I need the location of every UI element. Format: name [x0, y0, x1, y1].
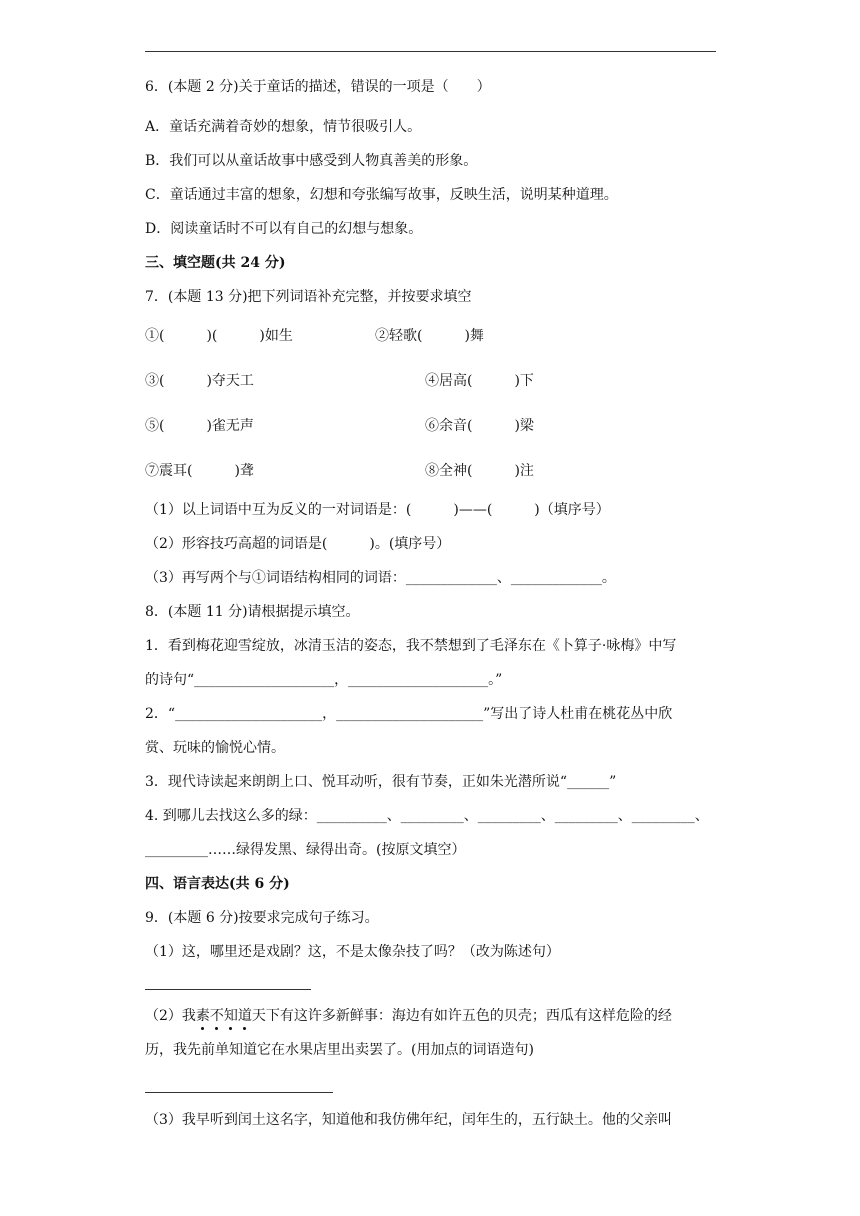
q6-stem: 6．(本题 2 分)关于童话的描述，错误的一项是（ ） [145, 79, 491, 95]
q8-line-4b: _________……绿得发黑、绿得出奇。(按原文填空） [145, 842, 466, 858]
emphasis-words [196, 1008, 252, 1024]
q6-option-c: C．童话通过丰富的想象，幻想和夸张编写故事，反映生活，说明某种道理。 [145, 187, 618, 203]
section-4-title: 四、语言表达(共 6 分) [145, 876, 290, 892]
q9-sub-2-prefix: （2）我 [145, 1008, 196, 1024]
q7-item-2: ②轻歌( )舞 [375, 328, 484, 344]
q7-item-6: ⑥余音( )梁 [425, 418, 534, 434]
section-3-title: 三、填空题(共 24 分) [145, 255, 286, 271]
q7-item-8: ⑧全神( )注 [425, 463, 534, 479]
q6-option-a: A．童话充满着奇妙的想象，情节很吸引人。 [145, 119, 422, 135]
q8-line-3: 3．现代诗读起来朗朗上口、悦耳动听，很有节奏，正如朱光潜所说“______” [145, 774, 617, 790]
q7-item-5: ⑤( )雀无声 [145, 418, 254, 434]
q6-option-b: B．我们可以从童话故事中感受到人物真善美的形象。 [145, 153, 478, 169]
q9-sub-2b: 历，我先前单知道它在水果店里出卖罢了。(用加点的词语造句) [145, 1042, 534, 1058]
q9-sub-2-rest: 天下有这许多新鲜事：海边有如许五色的贝壳；西瓜有这样危险的经 [251, 1008, 672, 1024]
q8-line-2a: 2．“_____________________，_____________________”写出了诗人杜甫在桃花丛中欣 [145, 706, 673, 722]
q9-sub-3: （3）我早听到闰土这名字，知道他和我仿佛年纪，闰年生的，五行缺土。他的父亲叫 [145, 1112, 672, 1128]
q7-sub-1: （1）以上词语中互为反义的一对词语是：( )——( )（填序号） [145, 502, 610, 518]
q7-item-4: ④居高( )下 [425, 373, 534, 389]
q8-line-1a: 1．看到梅花迎雪绽放，冰清玉洁的姿态，我不禁想到了毛泽东在《卜算子·咏梅》中写 [145, 638, 677, 654]
q7-item-3: ③( )夺天工 [145, 373, 254, 389]
emphasis-char: 道 [237, 1008, 252, 1024]
emphasis-char: 不 [209, 1008, 224, 1024]
answer-line-1 [145, 989, 311, 990]
q8-line-1b: 的诗句“____________________，____________________。” [145, 672, 503, 688]
q9-sub-2 [145, 1006, 672, 1026]
q7-stem: 7．(本题 13 分)把下列词语补充完整，并按要求填空 [145, 289, 472, 305]
q8-line-4a: 4. 到哪儿去找这么多的绿：__________、_________、_________、_________、_________、 [145, 808, 709, 824]
q7-sub-3: （3）再写两个与①词语结构相同的词语：_____________、_____________。 [145, 570, 616, 586]
q7-sub-2: （2）形容技巧高超的词语是( )。(填序号） [145, 536, 451, 552]
emphasis-char: 知 [223, 1008, 238, 1024]
top-rule [145, 51, 716, 52]
emphasis-char: 素 [195, 1008, 210, 1024]
q7-item-7: ⑦震耳( )聋 [145, 463, 254, 479]
q9-sub-1: （1）这，哪里还是戏剧？这，不是太像杂技了吗？（改为陈述句） [145, 944, 560, 960]
answer-line-2 [145, 1092, 333, 1093]
q8-line-2b: 赏、玩味的愉悦心情。 [145, 740, 285, 756]
q8-stem: 8．(本题 11 分)请根据提示填空。 [145, 604, 360, 620]
q7-item-1: ①( )( )如生 [145, 328, 293, 344]
q6-option-d: D．阅读童话时不可以有自己的幻想与想象。 [145, 221, 423, 237]
q9-stem: 9．(本题 6 分)按要求完成句子练习。 [145, 910, 379, 926]
